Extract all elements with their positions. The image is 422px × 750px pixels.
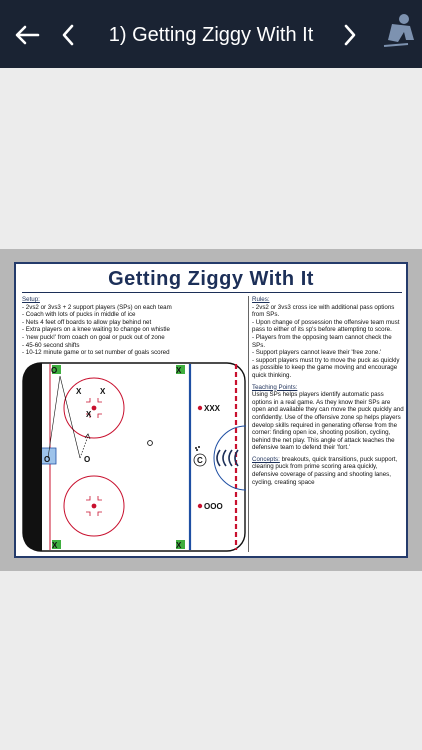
drill-diagram [14, 262, 408, 558]
token-o1: O [51, 366, 58, 375]
page-title: 1) Getting Ziggy With It [108, 24, 314, 46]
list-item: - Nets 4 feet off boards to allow play behind net [22, 318, 152, 326]
list-item: - 45-60 second shifts [22, 341, 80, 349]
setup-label: Setup: [22, 296, 40, 303]
coach-label: C [197, 456, 203, 465]
concepts-text: breakouts, quick transitions, puck support, clearing puck from prime scoring area quickly, defensive coverage of passing and shooting lanes, cycling, creating space [252, 455, 398, 486]
top-navigation-bar [0, 0, 422, 68]
token-o3: O [84, 455, 91, 464]
puck [195, 447, 197, 449]
list-item: - Players from the opposing team cannot check the SPs. [252, 333, 392, 349]
token-x2: X [52, 541, 58, 550]
list-item: - Extra players on a knee waiting to change on whistle [22, 326, 170, 334]
puck [196, 449, 198, 451]
team-top-label: XXX [204, 404, 221, 413]
list-item: - 'new puck!' from coach on goal or puck out of zone [22, 333, 165, 341]
rink-diagram [22, 362, 246, 552]
faceoff-dot-top [92, 406, 97, 411]
neutral-dot-top [198, 406, 202, 410]
rink-svg [22, 362, 246, 552]
concepts-label: Concepts: [252, 455, 280, 463]
faceoff-dot-bottom [92, 504, 97, 509]
puck [198, 446, 200, 448]
column-divider [248, 296, 249, 552]
token-o2: O [44, 455, 51, 464]
list-item: - 2vs2 or 3vs3 + 2 support players (SPs) on each team [22, 303, 172, 311]
arrow-left-icon [12, 20, 42, 50]
previous-drill-button[interactable] [58, 20, 78, 50]
list-item: - Upon change of possession the offensive team must pass to either of its sp's before attempting to score. [252, 318, 400, 334]
back-button[interactable] [12, 20, 42, 50]
teaching-points-text: Using SPs helps players identify automatic pass options in a real game. As they know their SPs are open and available they can move the puck quickly and confidently. Use of the offensive zone sp helps players develop skills required in generating offense from the corner: finding open ice, shooting position, cycling, behind the net play. This angle of attack teaches the defensive team to defend their 'fort.' [252, 391, 404, 452]
title-underline [22, 292, 402, 293]
next-drill-button[interactable] [340, 20, 360, 50]
list-item: - Coach with lots of pucks in middle of ice [22, 311, 136, 319]
token-x-c: X [86, 410, 92, 419]
hockey-player-logo-icon [378, 10, 422, 54]
teaching-points-label: Teaching Points: [252, 383, 298, 391]
chevron-left-icon [58, 20, 78, 50]
neutral-dot-bottom [198, 504, 202, 508]
rules-label: Rules: [252, 296, 270, 303]
token-x3: X [176, 541, 182, 550]
list-item: - 2vs2 or 3vs3 cross ice with additional pass options from SPs. [252, 303, 395, 319]
token-x-a: X [76, 387, 82, 396]
rules-list [252, 304, 404, 380]
chevron-right-icon [340, 20, 360, 50]
token-x1: X [176, 366, 182, 375]
team-bottom-label: OOO [204, 502, 223, 511]
list-item: - 10-12 minute game or to set number of goals scored [22, 349, 170, 357]
list-item: - support players must try to move the puck as quickly as possible to keep the game moving and encourage quick thinking. [252, 356, 400, 379]
diagram-title: Getting Ziggy With It [108, 268, 314, 290]
setup-list [22, 304, 242, 357]
token-x-b: X [100, 387, 106, 396]
rules-section [252, 296, 404, 486]
setup-section [22, 296, 242, 357]
list-item: - Support players cannot leave their 'free zone.' [252, 349, 382, 357]
rink-left-boards [23, 363, 42, 551]
